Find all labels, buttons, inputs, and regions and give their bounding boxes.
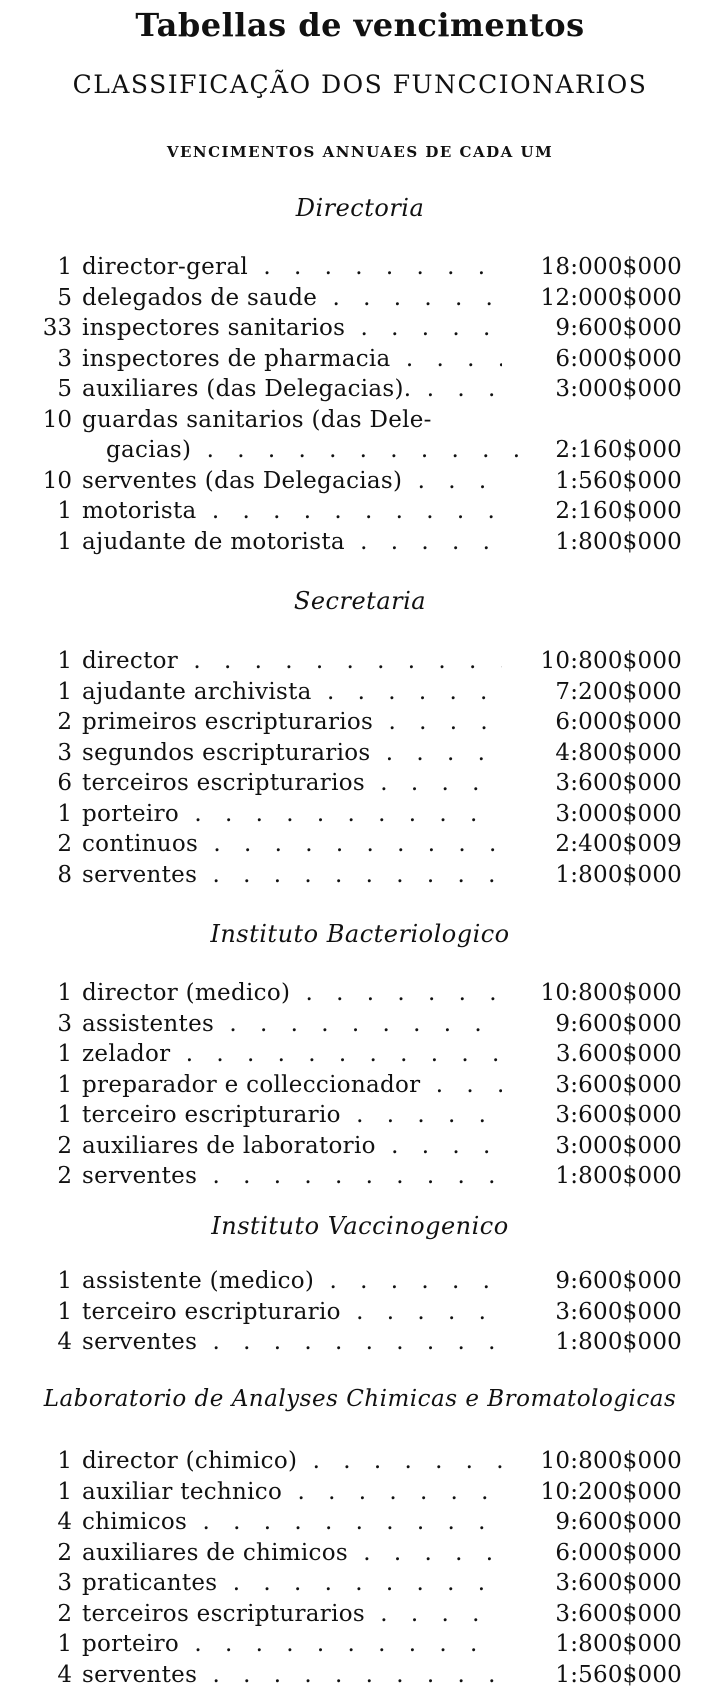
salary-row <box>0 646 720 677</box>
salary-row <box>0 1009 720 1040</box>
document-title: Tabellas de vencimentos <box>135 6 585 44</box>
row-salary: 1:800$000 <box>555 1329 682 1355</box>
row-role: continuos . . . <box>82 829 502 860</box>
row-salary: 2:160$000 <box>555 437 682 463</box>
row-salary: 9:600$000 <box>555 1010 682 1037</box>
row-quantity: 1 <box>57 254 72 280</box>
row-quantity: 1 <box>57 648 72 674</box>
section-heading-instituto-bacteriologico: Instituto Bacteriologico <box>210 920 510 948</box>
row-role: chimicos . . . <box>82 1507 502 1538</box>
salary-row <box>0 527 720 558</box>
salary-row <box>0 1629 720 1660</box>
row-quantity: 1 <box>57 528 72 555</box>
salary-row <box>0 677 720 708</box>
salary-row <box>0 1568 720 1599</box>
section-rows-laboratorio <box>0 1446 720 1690</box>
section-rows-instituto-vaccinogenico <box>0 1266 720 1358</box>
row-quantity: 10 <box>42 406 72 433</box>
row-role: auxiliares de laboratorio . . . <box>82 1131 502 1162</box>
row-role: guardas sanitarios (das Dele- <box>82 406 432 433</box>
row-salary: 1:800$000 <box>555 1163 682 1189</box>
section-heading-instituto-vaccinogenico: Instituto Vaccinogenico <box>211 1212 509 1240</box>
salary-row <box>0 344 720 375</box>
salary-row <box>0 707 720 738</box>
row-salary: 9:600$000 <box>555 1268 682 1294</box>
section-heading-laboratorio: Laboratorio de Analyses Chimicas e Bromatologicas <box>43 1386 677 1412</box>
row-salary: 1:800$000 <box>555 861 682 888</box>
row-role: porteiro . . . <box>82 1629 502 1660</box>
row-role: terceiros escripturarios . . . <box>82 1599 502 1630</box>
row-salary: 3:000$000 <box>555 376 682 402</box>
row-role: serventes . . . <box>82 1660 502 1691</box>
row-salary: 3:600$000 <box>555 770 682 796</box>
row-role: serventes (das Delegacias) . . . <box>82 466 502 497</box>
row-role: praticantes . . . <box>82 1568 502 1599</box>
row-role: assistentes . . . <box>82 1009 502 1040</box>
salary-row <box>0 283 720 314</box>
row-quantity: 1 <box>57 498 72 524</box>
row-role: assistente (medico) . . . <box>82 1266 502 1297</box>
row-role: motorista . . . <box>82 496 502 527</box>
salary-row <box>0 466 720 497</box>
row-salary: 6:000$000 <box>555 345 682 372</box>
row-quantity: 1 <box>57 1071 72 1098</box>
row-role: terceiro escripturario . . . <box>82 1100 502 1131</box>
section-heading-directoria: Directoria <box>295 194 425 222</box>
row-salary: 9:600$000 <box>555 1509 682 1535</box>
salary-row <box>0 374 720 405</box>
section-rows-secretaria <box>0 646 720 890</box>
row-role: serventes . . . <box>82 1327 502 1358</box>
row-role: porteiro . . . <box>82 799 502 830</box>
salary-row <box>0 313 720 344</box>
row-salary: 6:000$000 <box>555 1539 682 1566</box>
row-role: zelador . . . <box>82 1039 502 1070</box>
salary-row <box>0 1070 720 1101</box>
salary-row <box>0 1660 720 1691</box>
row-role: delegados de saude . . . <box>82 283 502 314</box>
row-salary: 10:800$000 <box>540 648 682 674</box>
row-role: serventes . . . <box>82 1161 502 1192</box>
row-quantity: 1 <box>57 1631 72 1657</box>
row-role: director-geral . . . <box>82 252 502 283</box>
row-quantity: 2 <box>57 831 72 857</box>
row-quantity: 2 <box>57 1539 72 1566</box>
row-role: ajudante de motorista . . . <box>82 527 502 558</box>
salary-row <box>0 978 720 1009</box>
row-salary: 7:200$000 <box>555 678 682 705</box>
row-quantity: 1 <box>57 1268 72 1294</box>
row-quantity: 1 <box>57 1298 72 1325</box>
row-quantity: 6 <box>57 770 72 796</box>
row-quantity: 4 <box>57 1509 72 1535</box>
row-quantity: 1 <box>57 1102 72 1128</box>
row-quantity: 2 <box>57 1600 72 1627</box>
row-salary: 10:200$000 <box>540 1478 682 1505</box>
salary-row <box>0 1538 720 1569</box>
row-role: terceiro escripturario . . . <box>82 1297 502 1328</box>
row-quantity: 3 <box>57 345 72 372</box>
row-salary: 1:800$000 <box>555 528 682 555</box>
row-salary: 3:600$000 <box>555 1298 682 1325</box>
section-rows-instituto-bacteriologico <box>0 978 720 1192</box>
row-salary: 10:800$000 <box>540 980 682 1006</box>
salary-row <box>0 768 720 799</box>
row-role: segundos escripturarios . . . <box>82 738 502 769</box>
salary-row <box>0 799 720 830</box>
row-quantity: 1 <box>57 1041 72 1067</box>
row-quantity: 5 <box>57 284 72 311</box>
row-salary: 3:600$000 <box>555 1570 682 1596</box>
row-salary: 3:000$000 <box>555 1132 682 1159</box>
row-quantity: 3 <box>57 1010 72 1037</box>
salary-row <box>0 435 720 466</box>
row-quantity: 2 <box>57 1163 72 1189</box>
row-quantity: 1 <box>57 800 72 827</box>
salary-row <box>0 1477 720 1508</box>
row-role: auxiliares (das Delegacias). . . . <box>82 374 502 405</box>
row-salary: 3:600$000 <box>555 1600 682 1627</box>
salary-row <box>0 405 720 436</box>
row-quantity: 1 <box>57 1448 72 1474</box>
row-quantity: 4 <box>57 1661 72 1688</box>
row-quantity: 1 <box>57 980 72 1006</box>
salary-row <box>0 1131 720 1162</box>
row-role: auxiliares de chimicos . . . <box>82 1538 502 1569</box>
row-salary: 2:160$000 <box>555 498 682 524</box>
row-salary: 10:800$000 <box>540 1448 682 1474</box>
section-rows-directoria <box>0 252 720 557</box>
table-caption: VENCIMENTOS ANNUAES DE CADA UM <box>166 143 554 161</box>
row-role: inspectores de pharmacia . . . <box>82 344 502 375</box>
row-salary: 1:560$000 <box>555 467 682 494</box>
row-quantity: 5 <box>57 376 72 402</box>
row-salary: 9:600$000 <box>555 315 682 341</box>
row-quantity: 1 <box>57 678 72 705</box>
row-salary: 2:400$009 <box>555 831 682 857</box>
row-salary: 3.600$000 <box>555 1041 682 1067</box>
salary-row <box>0 1327 720 1358</box>
row-quantity: 2 <box>57 709 72 735</box>
row-salary: 6:000$000 <box>555 709 682 735</box>
salary-row <box>0 1599 720 1630</box>
salary-row <box>0 496 720 527</box>
document-subtitle: CLASSIFICAÇÃO DOS FUNCCIONARIOS <box>72 70 648 99</box>
salary-row <box>0 1507 720 1538</box>
row-role: serventes . . . <box>82 860 502 891</box>
salary-row <box>0 252 720 283</box>
row-salary: 3:600$000 <box>555 1102 682 1128</box>
row-role: gacias) . . . <box>82 435 526 466</box>
salary-row <box>0 738 720 769</box>
salary-row <box>0 1161 720 1192</box>
row-salary: 4:800$000 <box>555 739 682 766</box>
salary-row <box>0 1266 720 1297</box>
row-quantity: 33 <box>42 315 72 341</box>
row-quantity: 4 <box>57 1329 72 1355</box>
row-role: director . . . <box>82 646 502 677</box>
row-role: director (chimico) . . . <box>82 1446 502 1477</box>
salary-row <box>0 1446 720 1477</box>
row-role: terceiros escripturarios . . . <box>82 768 502 799</box>
row-role: ajudante archivista . . . <box>82 677 502 708</box>
salary-row <box>0 829 720 860</box>
row-quantity: 2 <box>57 1132 72 1159</box>
salary-row <box>0 1297 720 1328</box>
row-salary: 1:800$000 <box>555 1631 682 1657</box>
salary-row <box>0 1039 720 1070</box>
section-heading-secretaria: Secretaria <box>293 587 427 615</box>
row-salary: 1:560$000 <box>555 1661 682 1688</box>
row-quantity: 1 <box>57 1478 72 1505</box>
row-role: primeiros escripturarios . . . <box>82 707 502 738</box>
row-role: inspectores sanitarios . . . <box>82 313 502 344</box>
row-role: director (medico) . . . <box>82 978 502 1009</box>
row-salary: 12:000$000 <box>540 284 682 311</box>
row-quantity: 10 <box>42 467 72 494</box>
row-quantity: 3 <box>57 1570 72 1596</box>
row-salary: 3:600$000 <box>555 1071 682 1098</box>
row-role: preparador e colleccionador . . . <box>82 1070 502 1101</box>
row-quantity: 3 <box>57 739 72 766</box>
row-salary: 18:000$000 <box>540 254 682 280</box>
row-quantity: 8 <box>57 861 72 888</box>
salary-row <box>0 860 720 891</box>
row-salary: 3:000$000 <box>555 800 682 827</box>
row-role: auxiliar technico . . . <box>82 1477 502 1508</box>
salary-row <box>0 1100 720 1131</box>
